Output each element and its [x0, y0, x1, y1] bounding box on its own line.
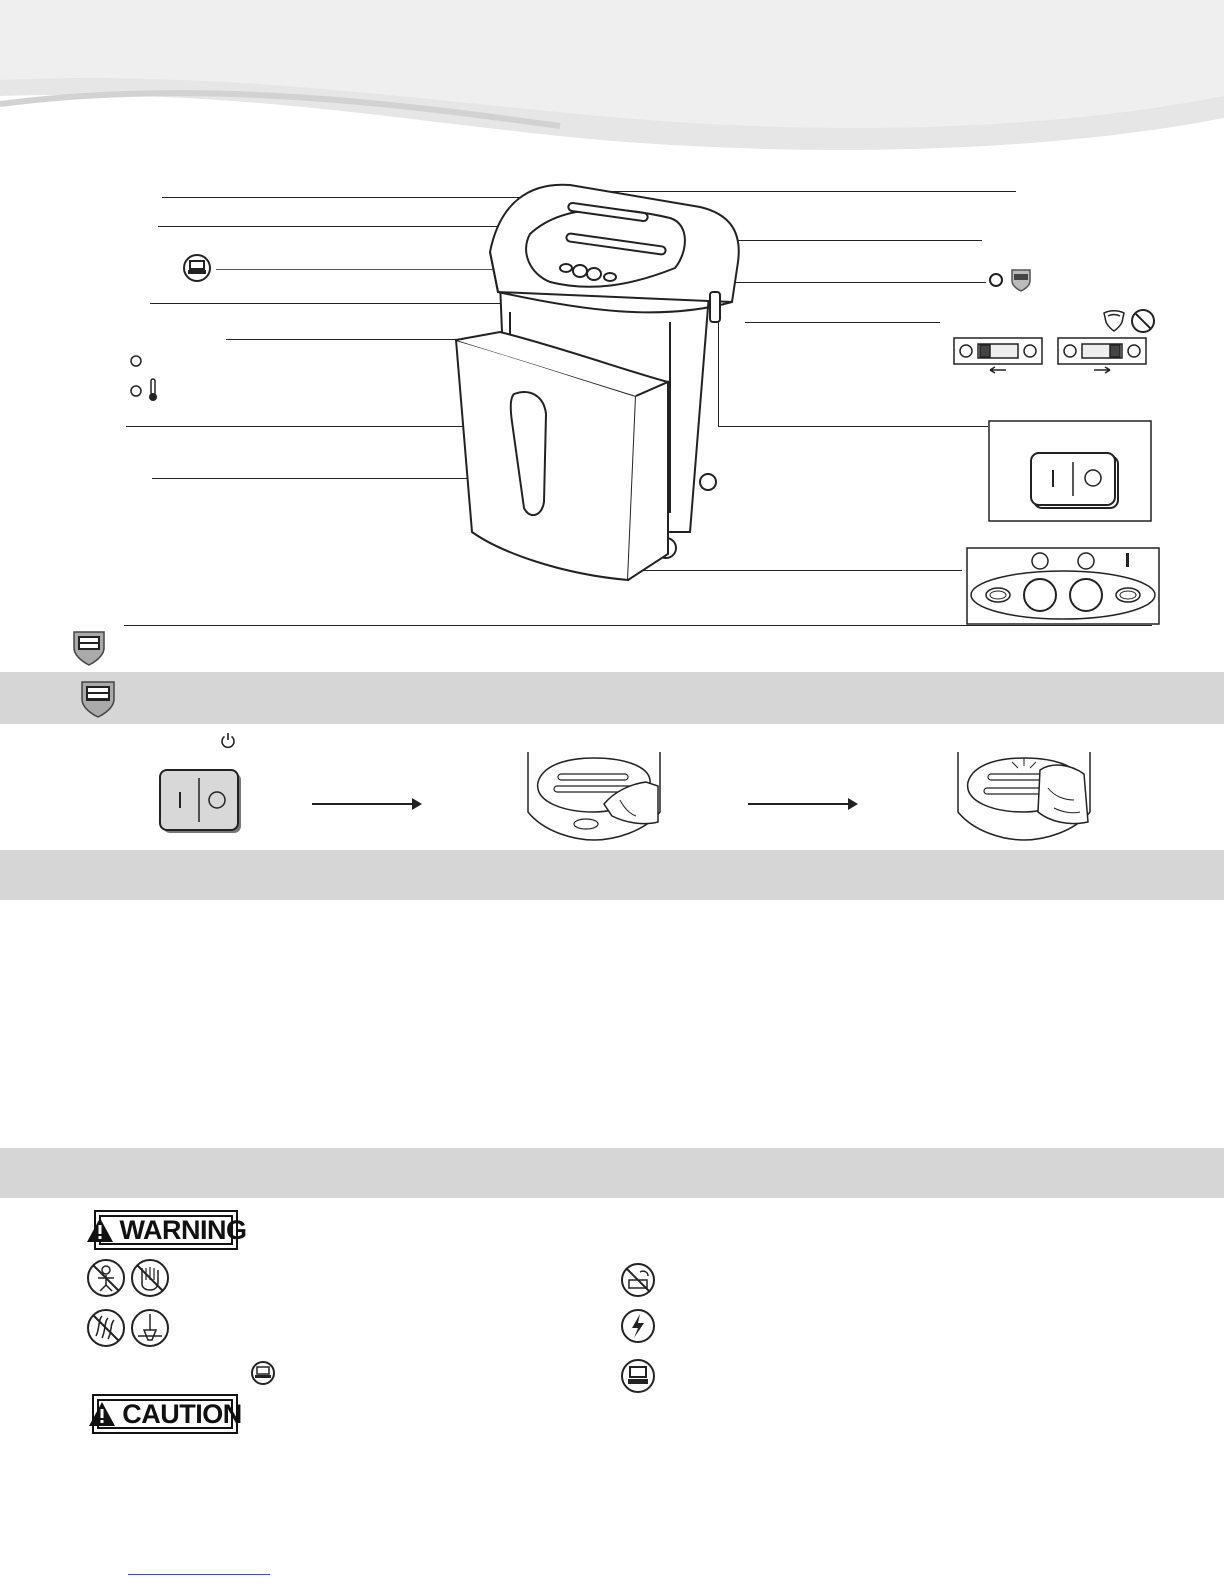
no-hands-icon — [130, 1258, 170, 1298]
power-icon — [220, 732, 236, 748]
safesense-shield-icon — [1010, 268, 1032, 292]
led-indicator-icon — [129, 354, 143, 368]
section-header-band — [0, 850, 1224, 900]
thermometer-icon — [148, 378, 158, 402]
no-children-icon — [86, 1258, 126, 1298]
leader-line — [158, 226, 503, 227]
no-aerosol-icon — [620, 1262, 656, 1298]
leader-line — [152, 478, 497, 479]
led-indicator-icon — [988, 272, 1004, 288]
paper-shredder-illustration — [470, 182, 740, 602]
caution-sign — [92, 1394, 242, 1434]
header-wave — [0, 0, 1224, 160]
safesense-shield-icon — [80, 680, 116, 718]
arrow-right — [748, 797, 858, 811]
shredder-feed-icon — [250, 1360, 276, 1386]
power-switch-illustration — [988, 420, 1152, 522]
electrical-hazard-icon — [620, 1308, 656, 1344]
power-switch-illustration — [160, 770, 244, 836]
safesense-off-icon — [1130, 308, 1156, 334]
section-header-band — [0, 1148, 1224, 1198]
caution-label: CAUTION — [122, 1398, 242, 1429]
arrow-right — [312, 797, 422, 811]
control-panel-illustration — [966, 547, 1160, 625]
warning-label: WARNING — [119, 1214, 247, 1245]
hand-on-control-panel-illustration — [954, 752, 1094, 844]
wastebasket-slider-illustration — [954, 338, 1154, 378]
warning-sign — [94, 1210, 247, 1250]
warning-triangle-icon — [86, 1217, 114, 1243]
shredder-feed-icon — [620, 1358, 656, 1394]
link-underline[interactable] — [128, 1574, 270, 1575]
warning-triangle-icon — [88, 1401, 116, 1427]
no-tie-icon — [130, 1308, 170, 1348]
led-indicator-icon — [129, 384, 143, 398]
section-divider — [124, 625, 1152, 626]
leader-line — [745, 322, 940, 323]
no-hair-icon — [86, 1308, 126, 1348]
shredder-feed-icon — [182, 253, 212, 283]
hand-on-control-panel-illustration — [524, 752, 664, 844]
leader-line — [718, 426, 988, 427]
safesense-shield-icon — [72, 630, 106, 666]
section-header-band — [0, 672, 1224, 724]
safesense-on-icon — [1102, 310, 1126, 332]
